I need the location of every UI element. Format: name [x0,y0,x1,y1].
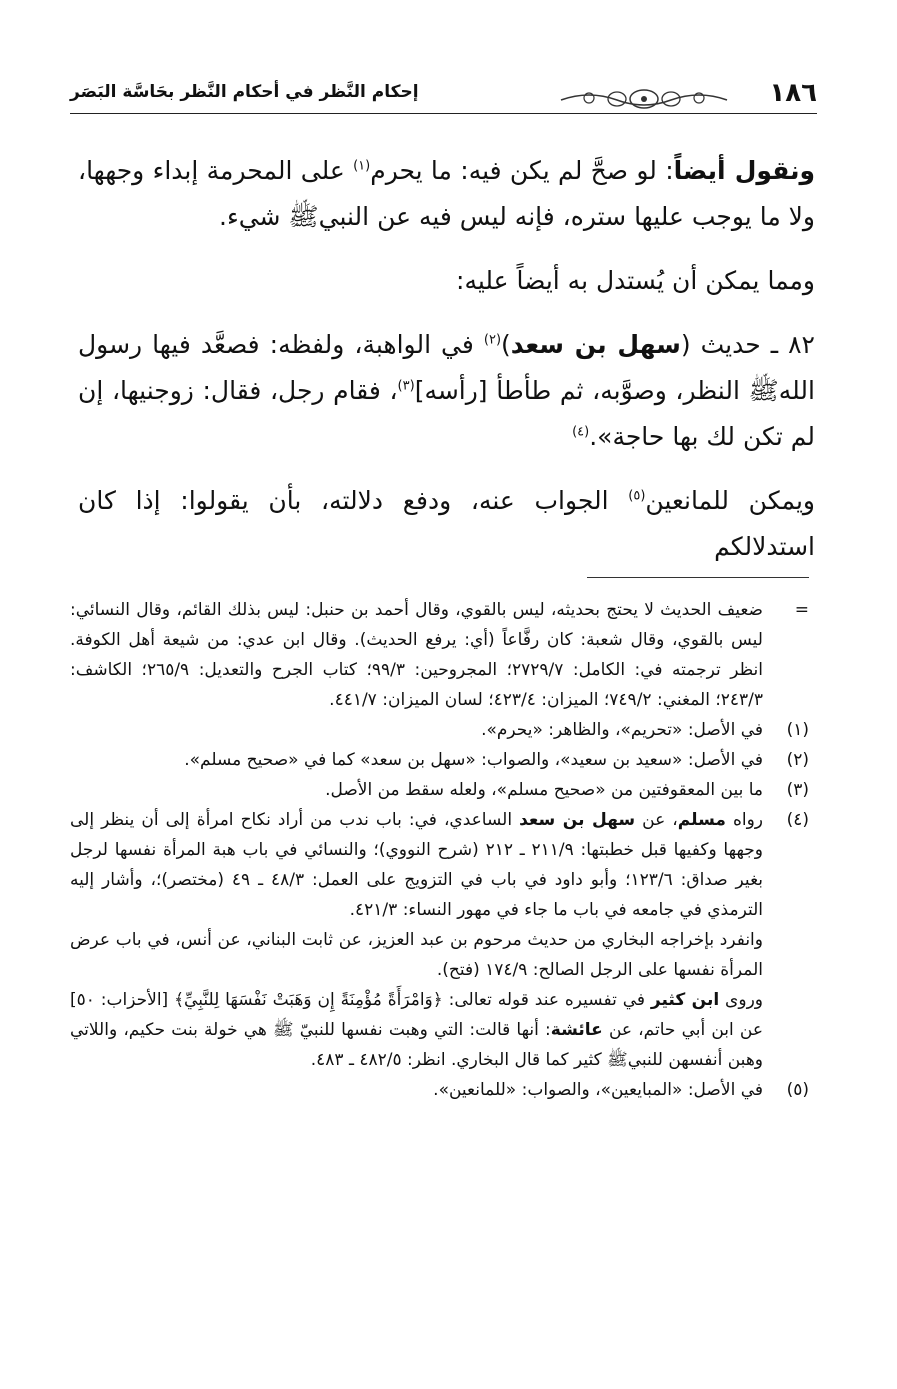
footnote-text: ، عن [635,810,678,830]
footnote-5 [70,1075,809,1105]
text-run: ويمكن للمانعين [645,486,815,515]
text-run: على المحرمة إبداء وجهها، ولا ما يوجب عليها ستره، فإنه ليس فيه عن النبيﷺ شيء. [78,156,815,231]
footnote-ref[interactable]: (٤) [572,424,590,440]
paragraph-3 [78,322,815,460]
text-run: ، فقام رجل، فقال: زوجنيها، إن لم تكن لك بها حاجة». [78,376,815,451]
paragraph-1 [78,148,815,240]
footnote-ref[interactable]: (٣) [397,378,415,394]
footnote-mark: (٢) [786,750,809,770]
footnote-mark: (٤) [786,810,809,830]
footnote-3 [70,775,809,805]
footnote-ref[interactable]: (٥) [628,488,646,504]
narrator-name: سهل بن سعد [519,810,636,830]
footnote-text: في الأصل: «المبايعين»، والصواب: «للمانعين». [433,1080,763,1100]
footnote-text: ضعيف الحديث لا يحتج بحديثه، ليس بالقوي، وقال أحمد بن حنبل: ليس بذلك القائم، وقال النسائي: ليس بالقوي، وقال شعبة: كان رفَّاعاً (أي: يرفع الحديث). وقال ابن عدي: من شيعة أهل الكوفة. انظر ترجمته في: الكامل: ٢٧٢٩/٧؛ المجروحين: ٩٩/٣؛ كتاب الجرح والتعديل: ٢٦٥/٩؛ الكاشف: ٢٤٣/٣؛ المغني: ٧٤٩/٢؛ الميزان: ٤٢٣/٤؛ لسان الميزان: ٤٤١/٧. [70,600,764,710]
footnote-1 [70,715,809,745]
footnote-2 [70,745,809,775]
source-name: مسلم [677,810,726,830]
footnote-text: في الأصل: «تحريم»، والظاهر: «يحرم». [481,720,763,740]
footnote-ref[interactable]: (٢) [483,332,502,348]
running-title: إحكام النَّظر في أحكام النَّظر بحَاسَّة البَصَر [70,82,419,102]
footnote-mark: (٣) [786,780,809,800]
paragraph-4 [78,478,815,570]
paragraph-2: ومما يمكن أن يُستدل به أيضاً عليه: [456,266,815,295]
text-run: : لو صحَّ لم يكن فيه: ما يحرم [370,156,674,185]
text-run: في الواهبة، ولفظه: فصعَّد فيها رسول اللهﷺ النظر، وصوَّبه، ثم طأطأ [رأسه] [78,330,815,405]
text-run: ٨٢ ـ حديث ( [680,330,815,359]
footnote-ref[interactable]: (١) [353,158,371,174]
footnote-text: : أنها قالت: التي وهبت نفسها للنبيّ ﷺ هي خولة بنت حكيم، واللاتي وهبن أنفسهن للنبيﷺ كثير كما قال البخاري. انظر: ٤٨٢/٥ ـ ٤٨٣. [70,1020,763,1070]
text-run: الجواب عنه، ودفع دلالته، بأن يقولوا: إذا كان استدلالكم [78,486,815,561]
continuation-mark: = [794,600,809,620]
text-run: ) [501,330,511,359]
footnote-4-continued: وانفرد بإخراجه البخاري من حديث مرحوم بن عبد العزيز، عن ثابت البناني، عن أنس، في باب عرض المرأة نفسها على الرجل الصالح: ١٧٤/٩ (فتح). [70,930,763,980]
source-name: ابن كثير [650,990,720,1010]
footnote-continuation [70,595,809,715]
footnote-text: وروى [719,990,763,1010]
footnote-mark: (١) [786,720,809,740]
narrator-name: سهل بن سعد [510,330,681,359]
header-rule [70,113,817,114]
footnote-4 [70,805,809,925]
footnote-text: في الأصل: «سعيد بن سعيد»، والصواب: «سهل بن سعد» كما في «صحيح مسلم». [184,750,763,770]
page-header [70,78,817,114]
footnote-text: رواه [725,810,763,830]
footnotes [70,595,809,1105]
footnote-text: في تفسيره عند قوله تعالى: ﴿وَامْرَأَةً مُؤْمِنَةً إِن وَهَبَتْ نَفْسَهَا لِلنَّبِيِّ﴾ [الأحزاب: ٥٠] عن ابن أبي حاتم، عن [70,990,763,1040]
footnote-text: الساعدي، في: باب ندب من أراد نكاح امرأة إلى أن ينظر إلى وجهها وكفيها قبل خطبتها: ٢١١/٩ ـ ٢١٢ (شرح النووي)؛ والنسائي في باب هبة المرأة نفسها لرجل بغير صداق: ١٢٣/٦؛ وأبو داود في باب في التزويج على العمل: ٤٨/٣ ـ ٤٩ (مختصر)؛، وأشار إليه الترمذي في جامعه في باب ما جاء في مهور النساء: ٤٢١/٣. [70,810,763,920]
main-text [78,148,815,588]
footnote-text: ما بين المعقوفتين من «صحيح مسلم»، ولعله سقط من الأصل. [325,780,763,800]
bold-phrase: ونقول أيضاً [673,156,815,185]
footnote-separator [587,577,809,578]
narrator-name: عائشة [550,1020,603,1040]
page-number: ١٨٦ [769,78,817,108]
floral-ornament-icon [559,86,729,112]
footnote-mark: (٥) [786,1080,809,1100]
footnote-4-tafsir [70,985,809,1075]
